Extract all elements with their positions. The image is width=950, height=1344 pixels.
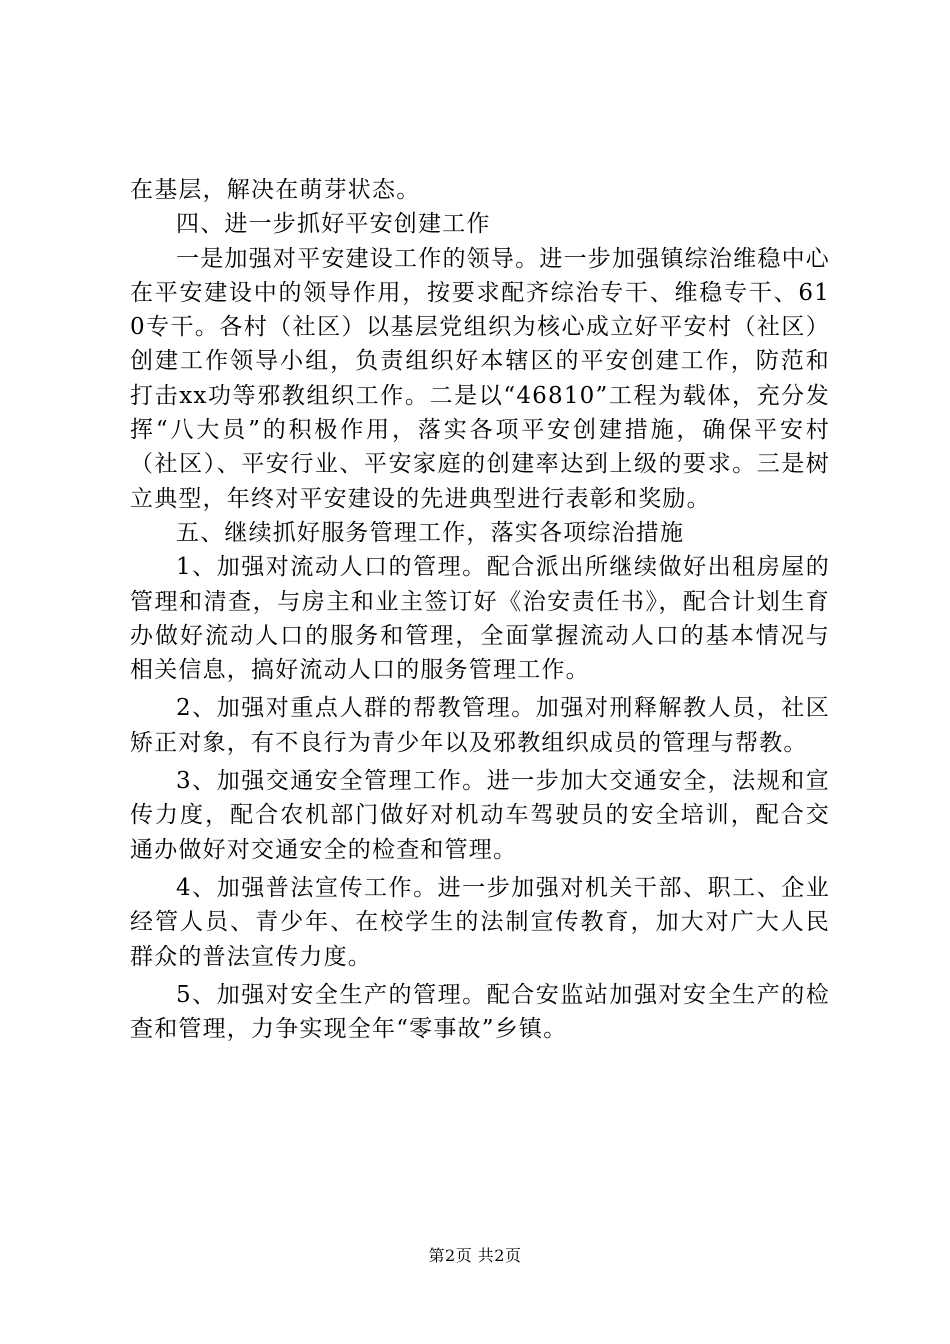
- document-body: [130, 173, 830, 1046]
- section-heading-5: 五、继续抓好服务管理工作，落实各项综治措施: [176, 519, 685, 546]
- paragraph-item-5: 5、加强对安全生产的管理。配合安监站加强对安全生产的检查和管理，力争实现全年“零事故”乡镇。: [130, 981, 830, 1043]
- section-heading-4: 四、进一步抓好平安创建工作: [176, 211, 491, 238]
- paragraph-item-3: 3、加强交通安全管理工作。进一步加大交通安全，法规和宣传力度，配合农机部门做好对机动车驾驶员的安全培训，配合交通办做好对交通安全的检查和管理。: [130, 768, 830, 863]
- paragraph-item-4: 4、加强普法宣传工作。进一步加强对机关干部、职工、企业经管人员、青少年、在校学生的法制宣传教育，加大对广大人民群众的普法宣传力度。: [130, 874, 830, 970]
- paragraph-continuation: 在基层，解决在萌芽状态。: [130, 177, 421, 203]
- paragraph-item-2: 2、加强对重点人群的帮教管理。加强对刑释解教人员，社区矫正对象，有不良行为青少年以及邪教组织成员的管理与帮教。: [130, 695, 830, 756]
- paragraph-item-1: 1、加强对流动人口的管理。配合派出所继续做好出租房屋的管理和清查，与房主和业主签订好《治安责任书》，配合计划生育办做好流动人口的服务和管理，全面掌握流动人口的基本情况与相关信息，搞好流动人口的服务管理工作。: [130, 554, 830, 684]
- paragraph-safety-leadership: 一是加强对平安建设工作的领导。进一步加强镇综治维稳中心在平安建设中的领导作用，按要求配齐综治专干、维稳专干、610专干。各村（社区）以基层党组织为核心成立好平安村（社区）创建工作领导小组，负责组织好本辖区的平安创建工作，防范和打击xx功等邪教组织工作。二是以“46810”工程为载体，充分发挥“八大员”的积极作用，落实各项平安创建措施，确保平安村（社区）、平安行业、平安家庭的创建率达到上级的要求。三是树立典型，年终对平安建设的先进典型进行表彰和奖励。: [130, 245, 830, 512]
- page-number-footer: 第2页 共2页: [428, 1246, 522, 1265]
